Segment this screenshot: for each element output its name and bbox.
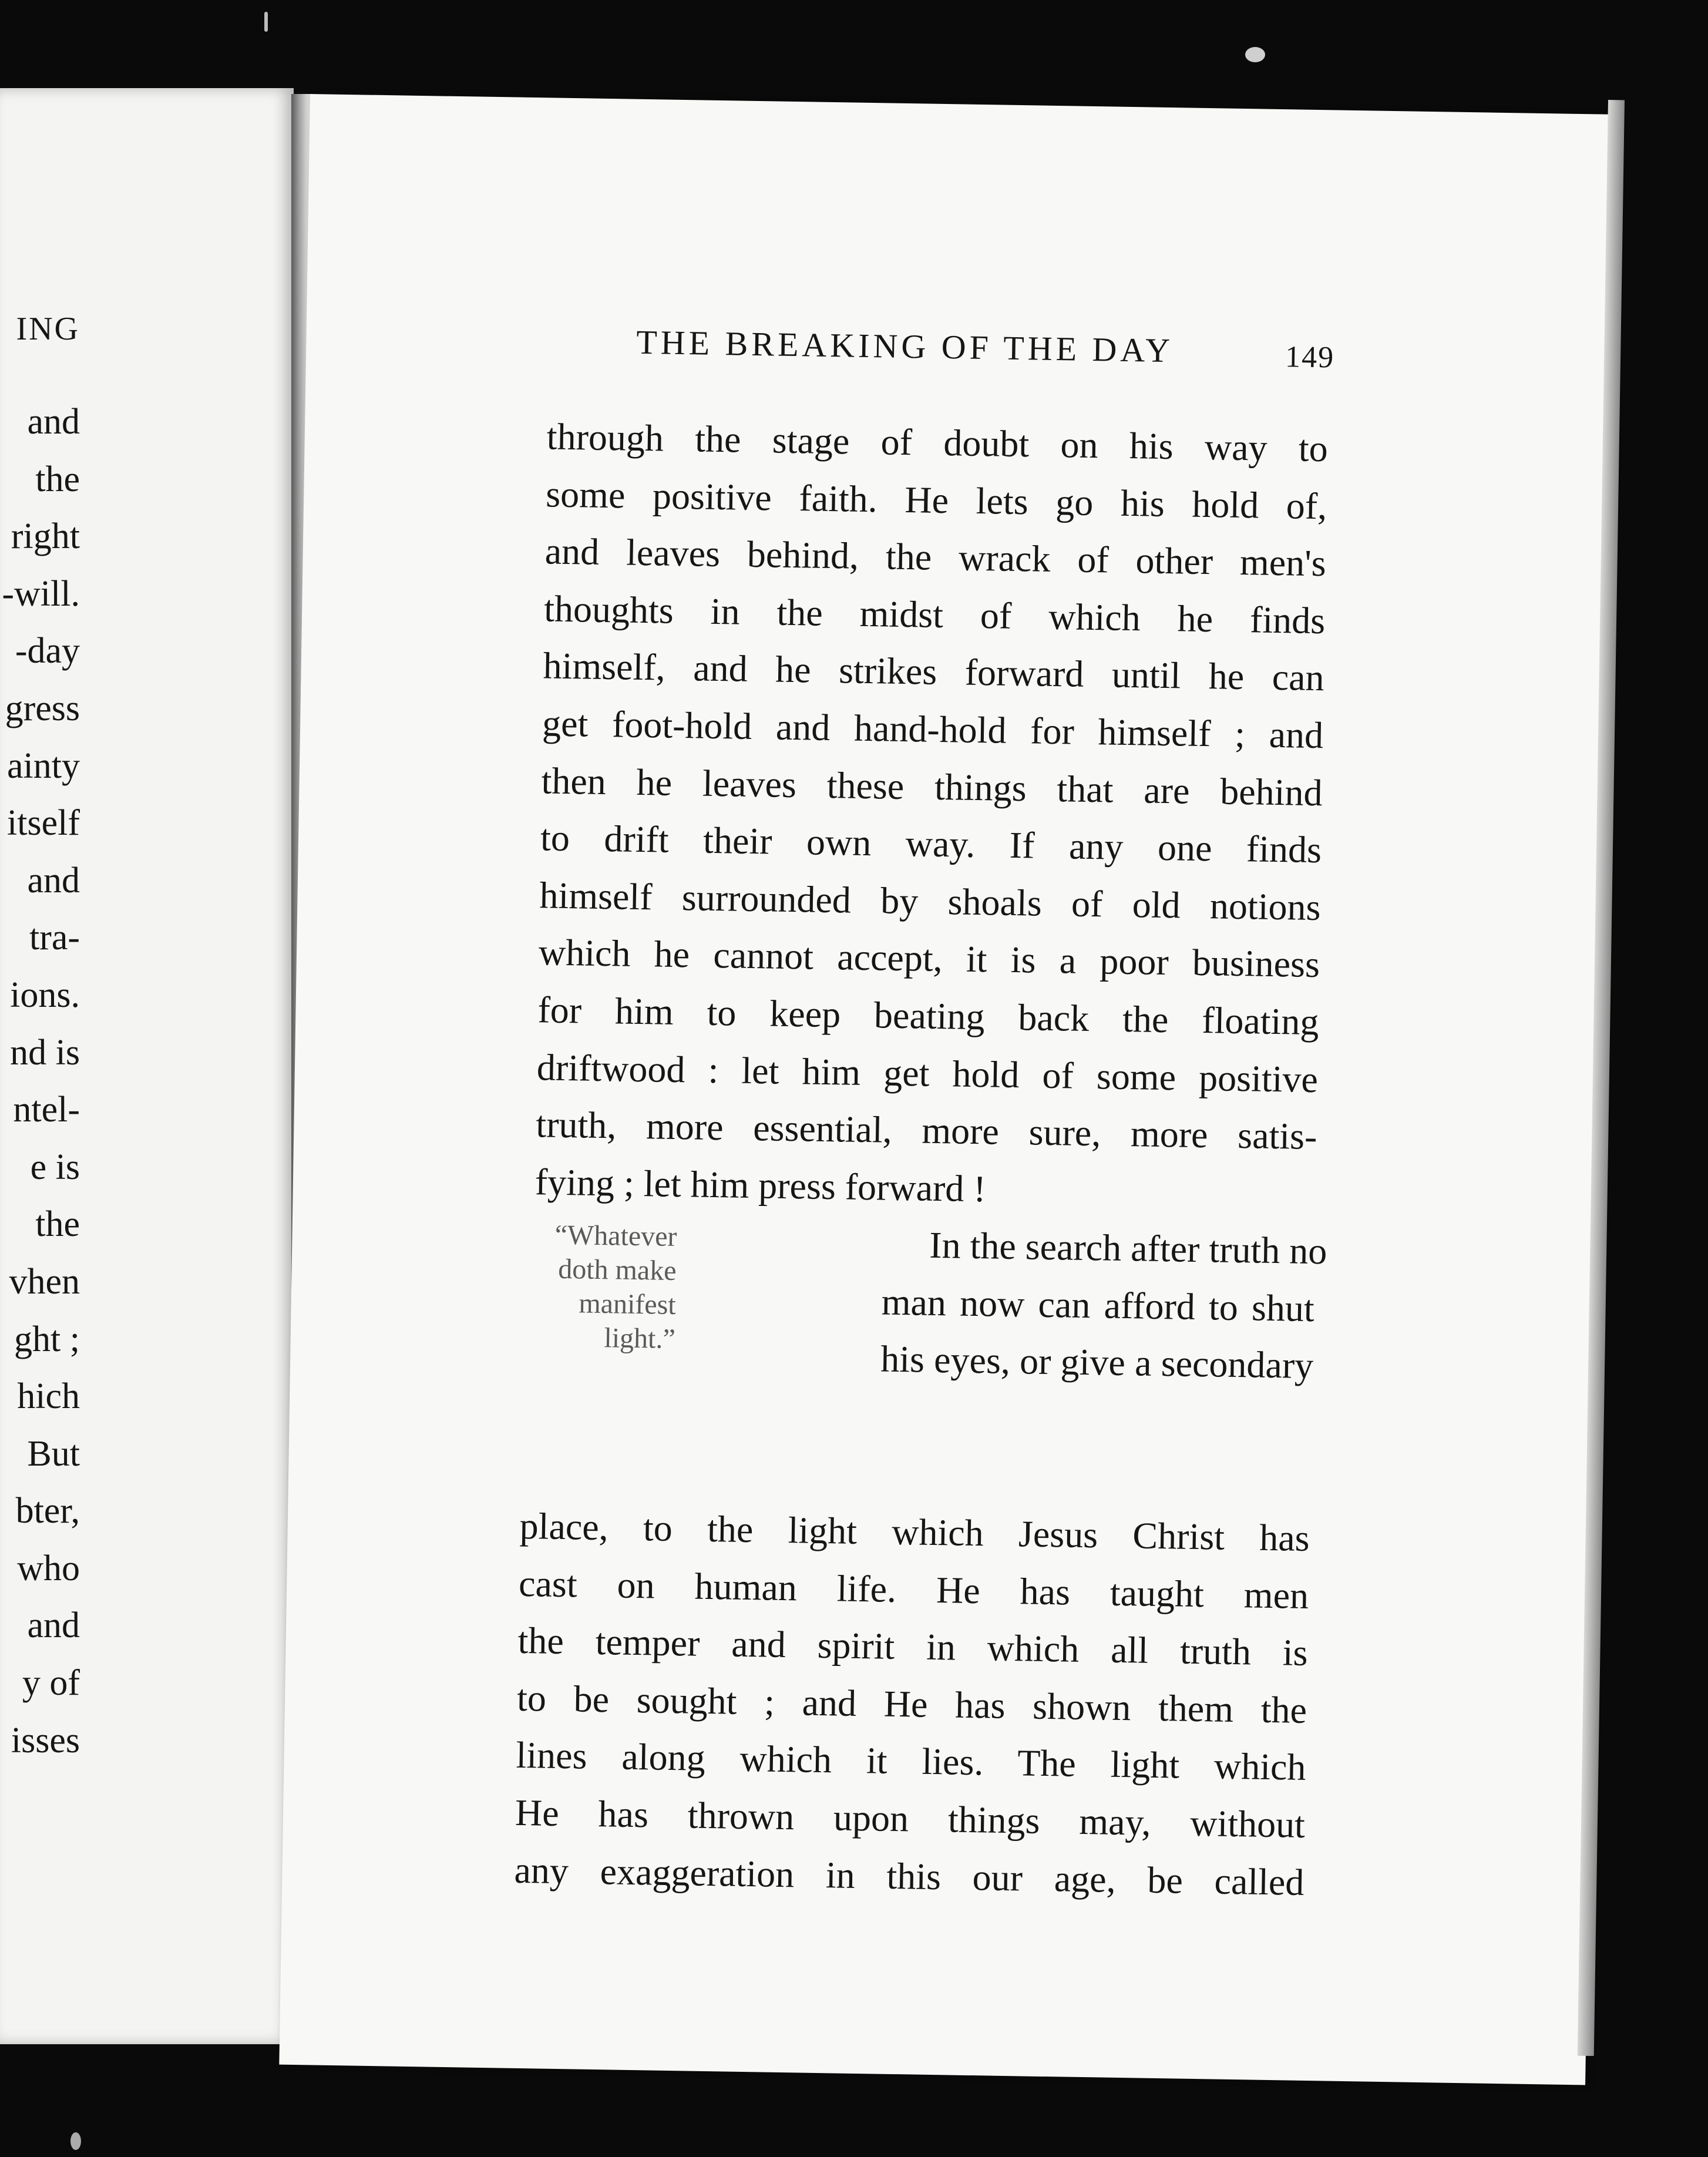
sidenote-line: “Whatever: [554, 1219, 677, 1253]
left-line: -day: [15, 631, 80, 671]
text-line: driftwood : let him get hold of some positive: [536, 1046, 1319, 1100]
left-line: the: [35, 459, 80, 499]
left-line: vhen: [9, 1261, 80, 1302]
left-line: isses: [11, 1720, 80, 1760]
left-line: But: [27, 1433, 80, 1474]
body-text-bottom: [514, 1497, 1310, 1911]
left-line: who: [17, 1548, 80, 1588]
left-line: hich: [17, 1376, 80, 1417]
page-number: 149: [1285, 340, 1335, 375]
text-line: himself, and he strikes forward until he can: [543, 644, 1325, 699]
text-line: himself surrounded by shoals of old notions: [539, 874, 1322, 928]
text-line: truth, more essential, more sure, more satis-: [535, 1103, 1317, 1158]
sidenote-line: doth make: [557, 1253, 677, 1287]
left-line: itself: [7, 803, 80, 844]
left-line: y of: [22, 1663, 80, 1704]
left-line: nd is: [10, 1032, 80, 1073]
body-text-indented: [880, 1216, 1327, 1395]
left-page: [0, 88, 294, 2044]
text-line: any exaggeration in this our age, be called: [514, 1849, 1304, 1903]
text-line: cast on human life. He has taught men: [518, 1562, 1309, 1617]
left-page-header-fragment: ING: [16, 311, 80, 347]
text-line: fying ; let him press forward !: [534, 1160, 987, 1210]
running-head: THE BREAKING OF THE DAY: [636, 322, 1174, 370]
dust-speck: [264, 12, 268, 32]
left-line: e is: [30, 1147, 80, 1187]
left-line: and: [27, 402, 80, 442]
text-line: get foot-hold and hand-hold for himself ; and: [542, 702, 1324, 757]
text-line: In the search after truth no: [929, 1224, 1327, 1272]
text-line: to be sought ; and He has shown them the: [516, 1676, 1307, 1731]
dust-speck: [1245, 47, 1265, 62]
left-line: and: [27, 1605, 80, 1646]
sidenote-line: light.”: [604, 1322, 676, 1355]
text-line: which he cannot accept, it is a poor business: [538, 931, 1320, 986]
text-line: some positive faith. He lets go his hold of,: [545, 472, 1327, 527]
right-page: [279, 94, 1616, 2085]
text-line: thoughts in the midst of which he finds: [543, 587, 1326, 642]
left-line: and: [27, 860, 80, 901]
left-line: ainty: [7, 745, 80, 786]
text-line: his eyes, or give a secondary: [880, 1338, 1314, 1387]
left-line: ntel-: [13, 1090, 80, 1130]
left-line: ght ;: [14, 1319, 80, 1359]
left-line: right: [11, 516, 80, 557]
text-line: then he leaves these things that are behind: [541, 759, 1323, 814]
marginal-sidenote: [499, 1217, 677, 1356]
left-page-text: [2, 394, 80, 1769]
text-line: through the stage of doubt on his way to: [546, 415, 1329, 470]
left-line: the: [35, 1204, 80, 1245]
text-line: He has thrown upon things may, without: [515, 1791, 1306, 1846]
left-line: tra-: [29, 918, 80, 958]
left-line: -will.: [2, 573, 80, 614]
dust-speck: [70, 2132, 81, 2150]
text-line: the temper and spirit in which all truth is: [517, 1620, 1309, 1674]
body-text-top: [534, 408, 1328, 1222]
left-line: ions.: [10, 975, 80, 1015]
text-line: lines along which it lies. The light which: [516, 1734, 1307, 1789]
text-line: to drift their own way. If any one finds: [540, 817, 1322, 871]
left-line: bter,: [15, 1491, 80, 1531]
sidenote-line: manifest: [579, 1288, 677, 1321]
left-line: gress: [5, 688, 80, 728]
text-line: place, to the light which Jesus Christ has: [519, 1504, 1310, 1560]
text-line: for him to keep beating back the floating: [537, 989, 1319, 1043]
text-line: man now can afford to shut: [881, 1281, 1315, 1329]
text-line: and leaves behind, the wrack of other men's: [544, 530, 1327, 584]
